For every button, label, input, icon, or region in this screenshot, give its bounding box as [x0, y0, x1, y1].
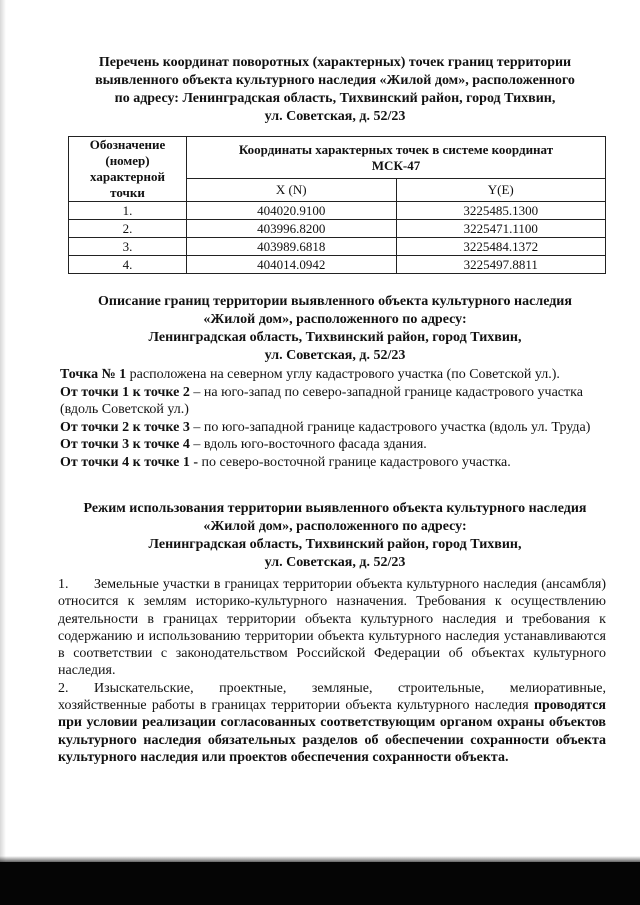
- description-item: [60, 419, 620, 437]
- table-row: [69, 220, 606, 238]
- rule-text: Изыскательские, проектные, земляные, строительные, мелиоративные, хозяйственные работы в границах территории объекта культурного наследия: [58, 680, 606, 714]
- heading-line: ул. Советская, д. 52/23: [264, 109, 406, 124]
- rule-number: 2.: [58, 680, 69, 696]
- usage-rules: [58, 576, 606, 766]
- description-text: – по юго-западной границе кадастрового участка (вдоль ул. Труда): [189, 419, 591, 435]
- description-text: по северо-восточной границе кадастрового участка.: [198, 454, 511, 470]
- cell-point-id: 4.: [69, 256, 187, 274]
- rule-item: [58, 576, 606, 680]
- boundary-description-heading: [60, 293, 610, 365]
- usage-regime-heading: [60, 500, 610, 572]
- table-row: [69, 202, 606, 220]
- heading-line: Ленинградская область, Тихвинский район, город Тихвин,: [148, 330, 522, 345]
- heading-line: ул. Советская, д. 52/23: [264, 348, 406, 363]
- header-point-id-line: Обозначение: [89, 137, 166, 152]
- heading-line: Перечень координат поворотных (характерных) точек границ территории: [98, 55, 572, 70]
- cell-y: 3225471.1100: [396, 220, 606, 238]
- heading-line: Описание границ территории выявленного объекта культурного наследия: [98, 294, 572, 309]
- table-row: [69, 238, 606, 256]
- description-text: расположена на северном углу кадастрового участка (по Советской ул.).: [126, 367, 560, 382]
- cell-x: 403996.8200: [187, 220, 397, 238]
- header-group-line: МСК-47: [371, 157, 421, 173]
- heading-line: ул. Советская, д. 52/23: [264, 555, 406, 570]
- header-coordinates-group: [187, 137, 606, 179]
- rule-number: 1.: [58, 577, 69, 592]
- coordinates-table: [68, 136, 606, 274]
- header-point-id: [69, 137, 187, 202]
- heading-line: «Жилой дом», расположенного по адресу:: [203, 519, 467, 534]
- header-point-id-line: характерной: [90, 169, 165, 184]
- rule-item: [58, 680, 606, 766]
- description-label: Точка № 1: [60, 367, 127, 382]
- description-text: – вдоль юго-восточного фасада здания.: [189, 437, 427, 452]
- header-point-id-line: (номер): [105, 153, 150, 168]
- cell-point-id: 3.: [69, 238, 187, 256]
- header-group-line: Координаты характерных точек в системе координат: [238, 141, 554, 157]
- boundary-description: [60, 366, 620, 471]
- heading-line: «Жилой дом», расположенного по адресу:: [203, 312, 467, 327]
- heading-line: выявленного объекта культурного наследия «Жилой дом», расположенного: [95, 73, 575, 88]
- cell-x: 404014.0942: [187, 256, 397, 274]
- cell-point-id: 1.: [69, 202, 187, 220]
- heading-line: по адресу: Ленинградская область, Тихвинский район, город Тихвин,: [114, 91, 556, 106]
- table-header-row: [69, 137, 606, 179]
- table-row: [69, 256, 606, 274]
- coordinates-list-heading: [60, 54, 610, 126]
- cell-y: 3225497.8811: [396, 256, 606, 274]
- cell-y: 3225485.1300: [396, 202, 606, 220]
- description-item: [60, 454, 620, 472]
- description-label: От точки 1 к точке 2: [60, 384, 190, 400]
- heading-line: Ленинградская область, Тихвинский район, город Тихвин,: [148, 537, 522, 552]
- rule-text: Земельные участки в границах территории объекта культурного наследия (ансамбля) относится к землям историко-культурного назначения. Требования к осуществлению деятельности в границах территории объекта культурного наследия и требования к содержанию и использованию территории объекта культурного наследия устанавливаются в соответствии с законодательством Российской Федерации об объектах культурного наследия.: [58, 577, 606, 679]
- rule-text-bold: проводятся при условии реализации согласованных соответствующим органом охраны объектов культурного наследия обязательных разделов об обеспечении сохранности объекта культурного наследия или проектов обеспечения сохранности объекта.: [58, 698, 606, 765]
- header-x: X (N): [187, 179, 397, 202]
- cell-x: 404020.9100: [187, 202, 397, 220]
- cell-point-id: 2.: [69, 220, 187, 238]
- header-point-id-line: точки: [110, 185, 145, 200]
- description-label: От точки 4 к точке 1 -: [60, 454, 199, 470]
- description-label: От точки 2 к точке 3: [60, 419, 190, 435]
- header-y: Y(E): [396, 179, 606, 202]
- description-text: – на юго-запад по северо-западной границе кадастрового участка (вдоль Советской ул.): [60, 384, 583, 417]
- scan-bottom-edge: [0, 862, 640, 905]
- description-item: [60, 366, 620, 384]
- scan-edge-shadow: [0, 0, 6, 905]
- cell-y: 3225484.1372: [396, 238, 606, 256]
- description-item: [60, 384, 620, 419]
- description-label: От точки 3 к точке 4: [60, 437, 190, 452]
- heading-line: Режим использования территории выявленного объекта культурного наследия: [83, 501, 587, 516]
- cell-x: 403989.6818: [187, 238, 397, 256]
- description-item: [60, 436, 620, 454]
